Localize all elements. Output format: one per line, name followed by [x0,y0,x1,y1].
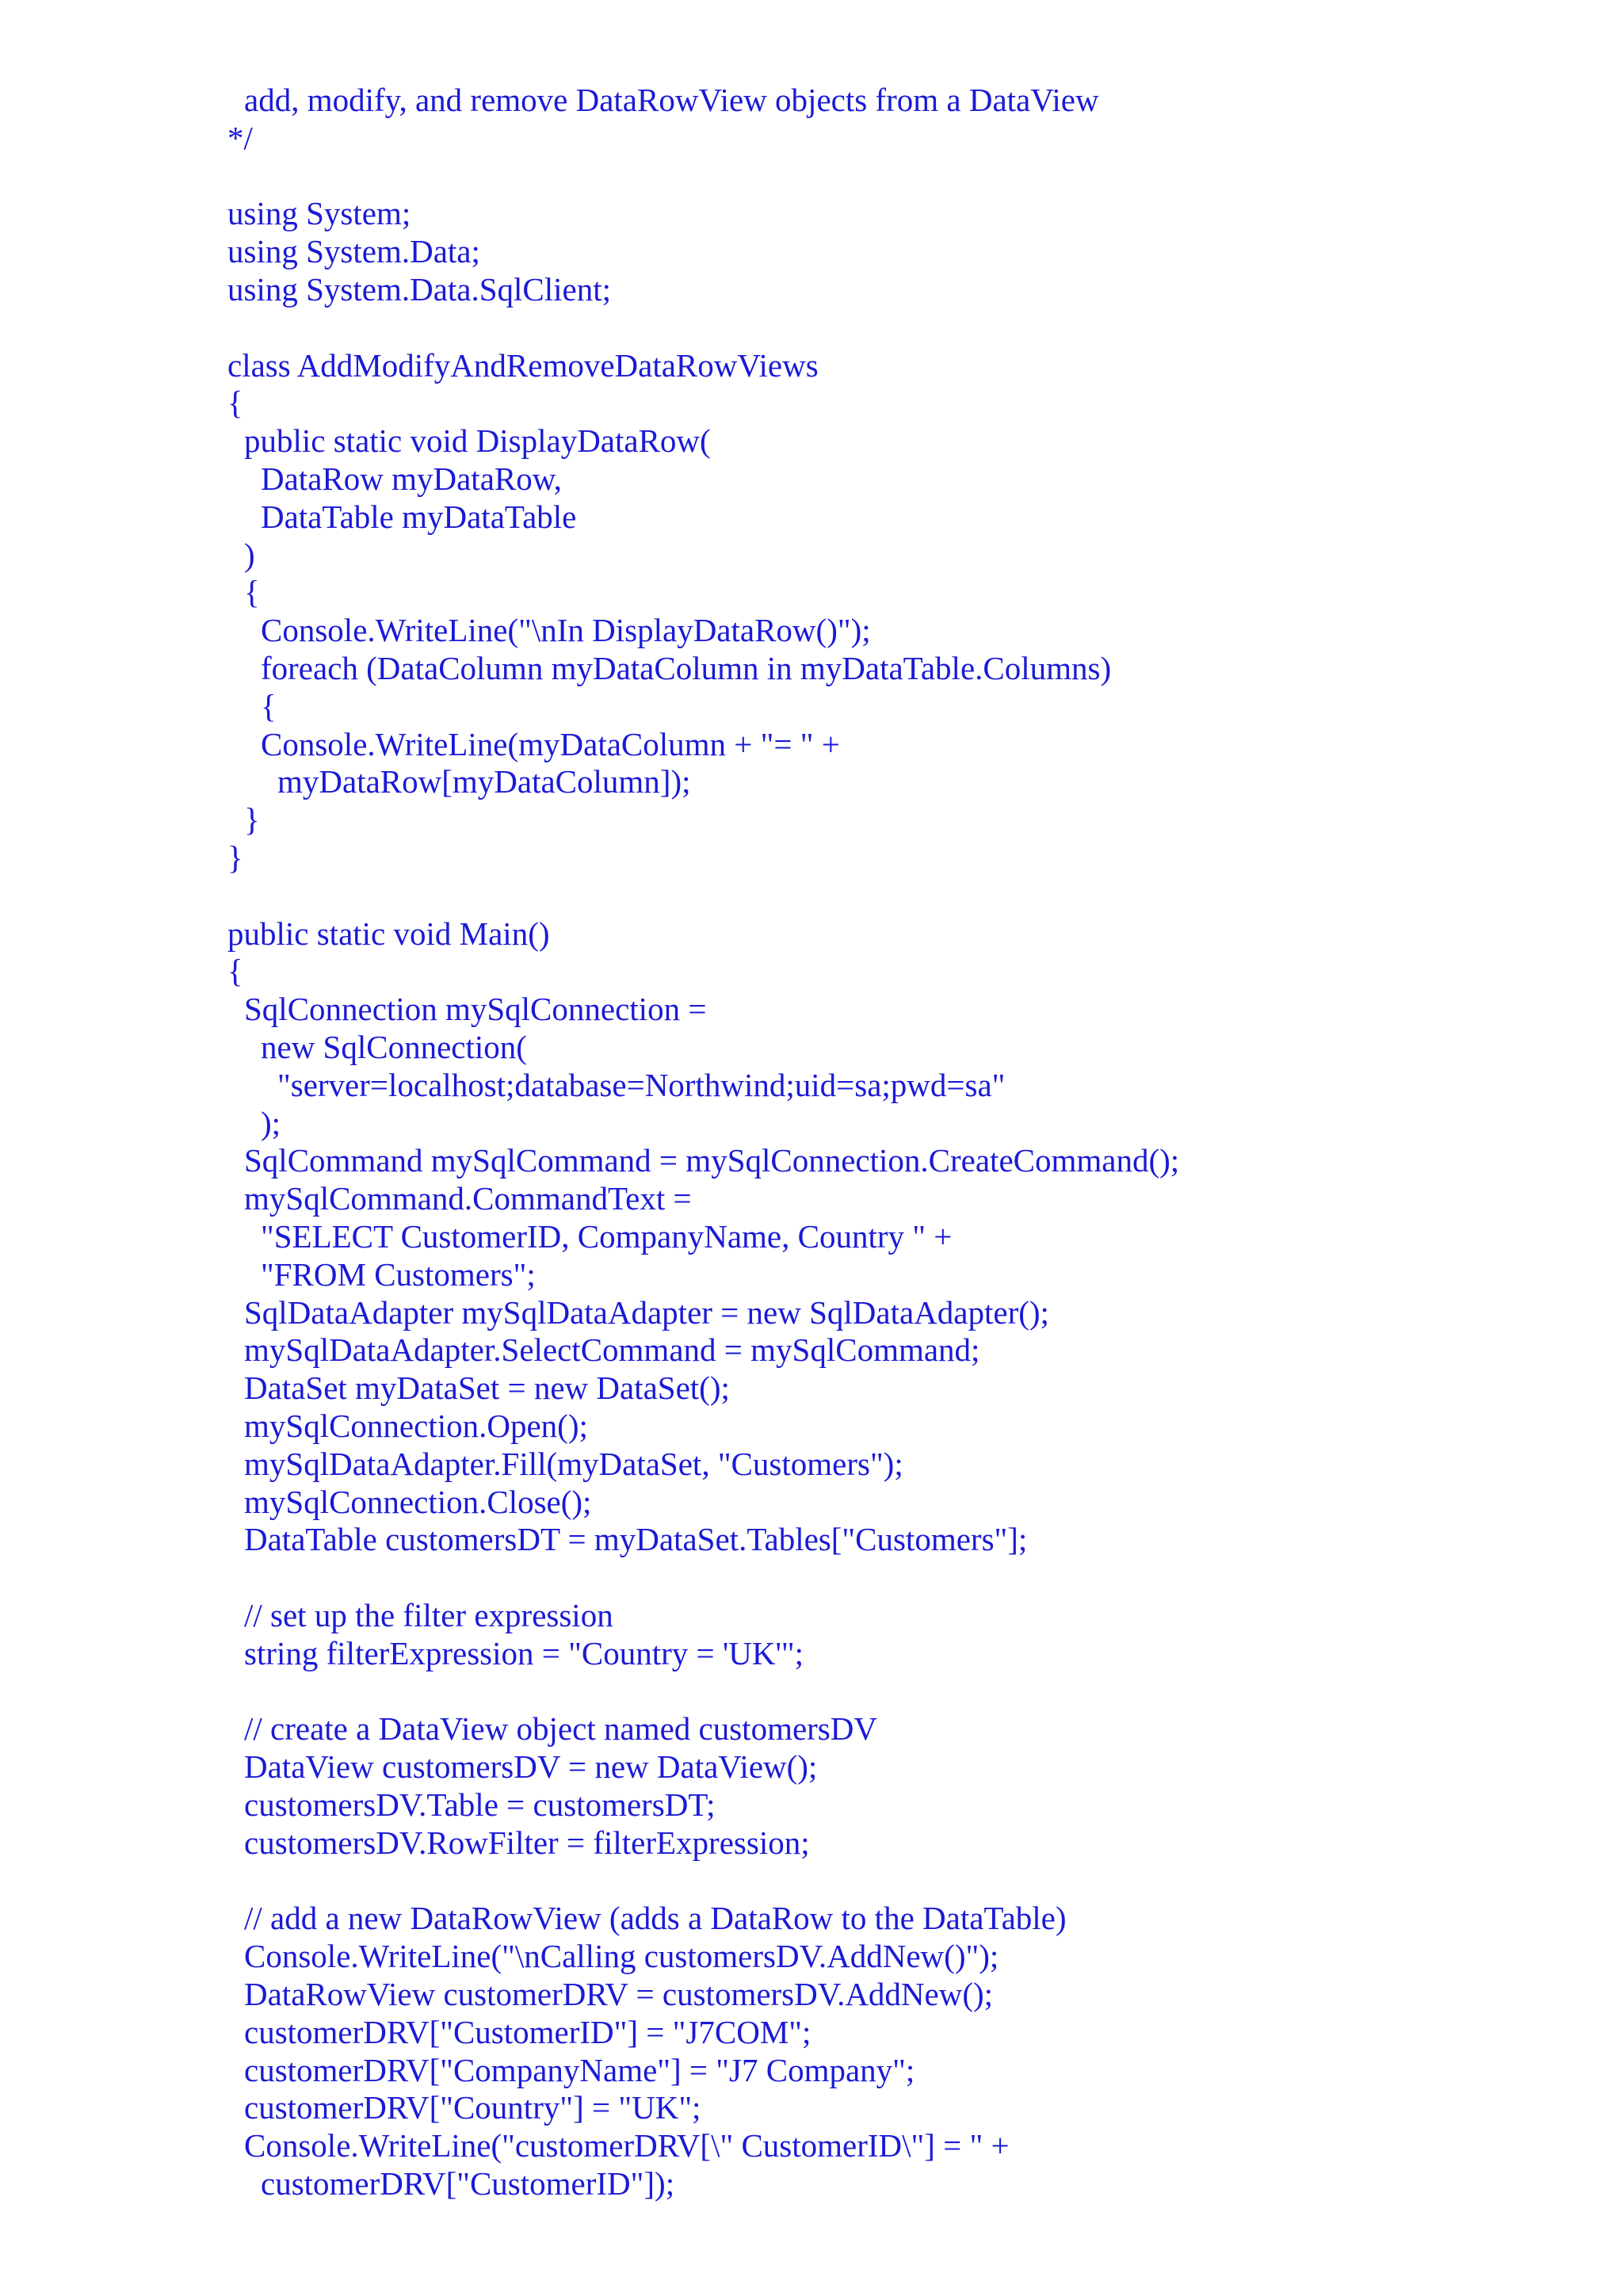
code-line: mySqlConnection.Open(); [244,1408,588,1444]
code-line: mySqlConnection.Close(); [244,1483,592,1520]
code-line: // add a new DataRowView (adds a DataRow to the DataTable) [244,1900,1067,1937]
code-line: customersDV.Table = customersDT; [244,1786,716,1823]
code-line: SqlCommand mySqlCommand = mySqlConnection.CreateCommand(); [244,1142,1180,1179]
code-line: { [227,953,243,990]
code-line: SqlConnection mySqlConnection = [244,991,707,1028]
code-line: "FROM Customers"; [261,1255,536,1293]
code-line: mySqlDataAdapter.SelectCommand = mySqlCommand; [244,1331,980,1369]
code-line: */ [227,119,253,156]
code-line: Console.WriteLine("\nCalling customersDV.AddNew()"); [244,1938,999,1975]
code-line: customerDRV["Country"] = "UK"; [244,2089,701,2126]
code-line: foreach (DataColumn myDataColumn in myDataTable.Columns) [261,650,1112,686]
code-line: DataRow myDataRow, [261,460,562,497]
code-line: customerDRV["CompanyName"] = "J7 Company"; [244,2051,915,2088]
code-line: DataSet myDataSet = new DataSet(); [244,1370,730,1407]
code-line: public static void Main() [227,915,550,952]
code-line: class AddModifyAndRemoveDataRowViews [227,346,819,384]
code-line: { [261,687,277,724]
code-line: DataTable customersDT = myDataSet.Tables["Customers"]; [244,1521,1028,1558]
code-line: using System.Data.SqlClient; [227,271,612,308]
code-line: add, modify, and remove DataRowView objects from a DataView [244,82,1099,118]
code-line: public static void DisplayDataRow( [244,422,711,460]
code-line: mySqlCommand.CommandText = [244,1180,692,1217]
code-line: ); [261,1104,281,1141]
code-line: customersDV.RowFilter = filterExpression; [244,1824,810,1861]
code-line: { [227,384,243,422]
code-line: customerDRV["CustomerID"] = "J7COM"; [244,2013,812,2050]
code-line: Console.WriteLine("\nIn DisplayDataRow()"); [261,612,871,649]
code-line: using System.Data; [227,233,480,270]
code-line: "SELECT CustomerID, CompanyName, Country " + [261,1218,953,1255]
code-line: DataTable myDataTable [261,498,577,535]
code-line: "server=localhost;database=Northwind;uid=sa;pwd=sa" [277,1066,1006,1103]
code-line: // create a DataView object named customersDV [244,1710,877,1748]
code-line: string filterExpression = "Country = 'UK'"; [244,1634,804,1671]
code-line: using System; [227,195,411,232]
code-line: { [244,574,260,611]
code-line: DataView customersDV = new DataView(); [244,1748,818,1786]
code-line: Console.WriteLine(myDataColumn + "= " + [261,725,840,762]
code-line: DataRowView customerDRV = customersDV.AddNew(); [244,1976,994,2012]
code-line: mySqlDataAdapter.Fill(myDataSet, "Customers"); [244,1445,903,1482]
code-line: Console.WriteLine("customerDRV[\" CustomerID\"] = " + [244,2127,1010,2164]
code-line: SqlDataAdapter mySqlDataAdapter = new SqlDataAdapter(); [244,1293,1049,1331]
code-line: // set up the filter expression [244,1597,613,1633]
code-line: myDataRow[myDataColumn]); [277,763,691,800]
code-line: } [244,801,260,839]
code-line: new SqlConnection( [261,1029,527,1065]
code-line: ) [244,536,255,573]
code-line: customerDRV["CustomerID"]); [261,2165,675,2202]
code-line: } [227,839,243,876]
